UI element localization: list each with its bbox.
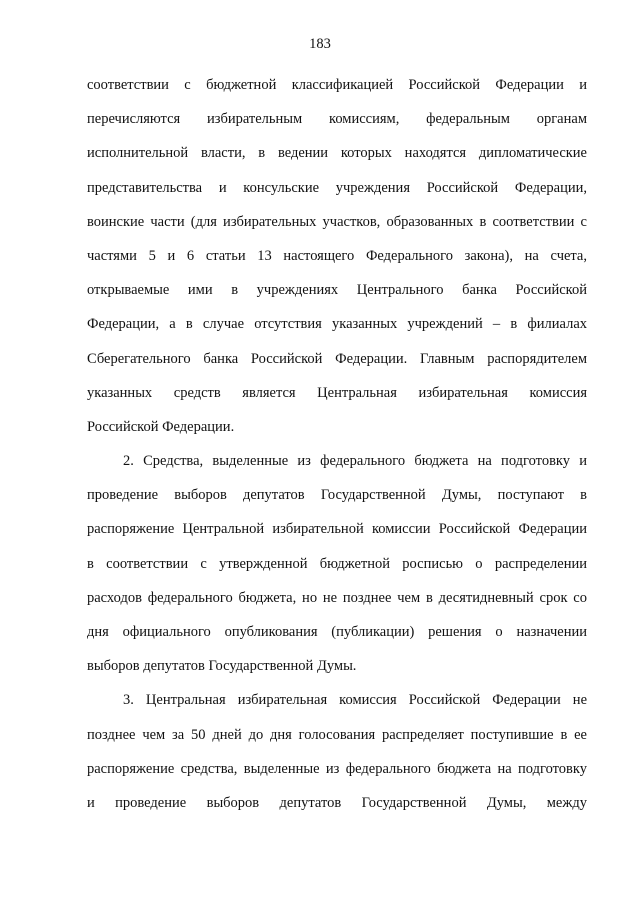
- paragraph-2: [87, 444, 587, 683]
- text-line: перечисляются избирательным комиссиям, федеральным органам: [87, 111, 587, 128]
- text-line: открываемые ими в учреждениях Центрального банка Российской: [87, 282, 587, 299]
- text-line: соответствии с бюджетной классификацией Российской Федерации и: [87, 77, 587, 93]
- page-number: 183: [309, 36, 331, 52]
- text-line: распоряжение средства, выделенные из федерального бюджета на подготовку: [87, 760, 587, 777]
- text-line: указанных средств является Центральная избирательная комиссия: [87, 384, 587, 401]
- text-line: дня официального опубликования (публикации) решения о назначении: [87, 624, 587, 640]
- text-line: исполнительной власти, в ведении которых находятся дипломатические: [87, 145, 587, 162]
- text-line: в соответствии с утвержденной бюджетной росписью о распределении: [87, 555, 587, 572]
- text-line: и проведение выборов депутатов Государственной Думы, между: [87, 794, 587, 811]
- document-body: [87, 68, 587, 820]
- text-line: представительства и консульские учреждения Российской Федерации,: [87, 179, 587, 196]
- text-line: 3. Центральная избирательная комиссия Российской Федерации не: [123, 692, 587, 709]
- text-line: проведение выборов депутатов Государственной Думы, поступают в: [87, 487, 587, 504]
- paragraph-1: [87, 68, 587, 444]
- text-line: воинские части (для избирательных участков, образованных в соответствии с: [87, 213, 587, 230]
- text-line: Сберегательного банка Российской Федерации. Главным распорядителем: [87, 350, 587, 367]
- text-line: 2. Средства, выделенные из федерального бюджета на подготовку и: [123, 453, 587, 470]
- text-line: расходов федерального бюджета, но не позднее чем в десятидневный срок со: [87, 589, 587, 606]
- text-line: распоряжение Центральной избирательной комиссии Российской Федерации: [87, 521, 587, 538]
- text-line: Российской Федерации.: [87, 418, 235, 435]
- paragraph-3: [87, 683, 587, 820]
- text-line: позднее чем за 50 дней до дня голосования распределяет поступившие в ее: [87, 726, 587, 743]
- text-line: частями 5 и 6 статьи 13 настоящего Федерального закона), на счета,: [87, 247, 587, 264]
- text-line: Федерации, а в случае отсутствия указанных учреждений – в филиалах: [87, 316, 587, 333]
- text-line: выборов депутатов Государственной Думы.: [87, 658, 357, 675]
